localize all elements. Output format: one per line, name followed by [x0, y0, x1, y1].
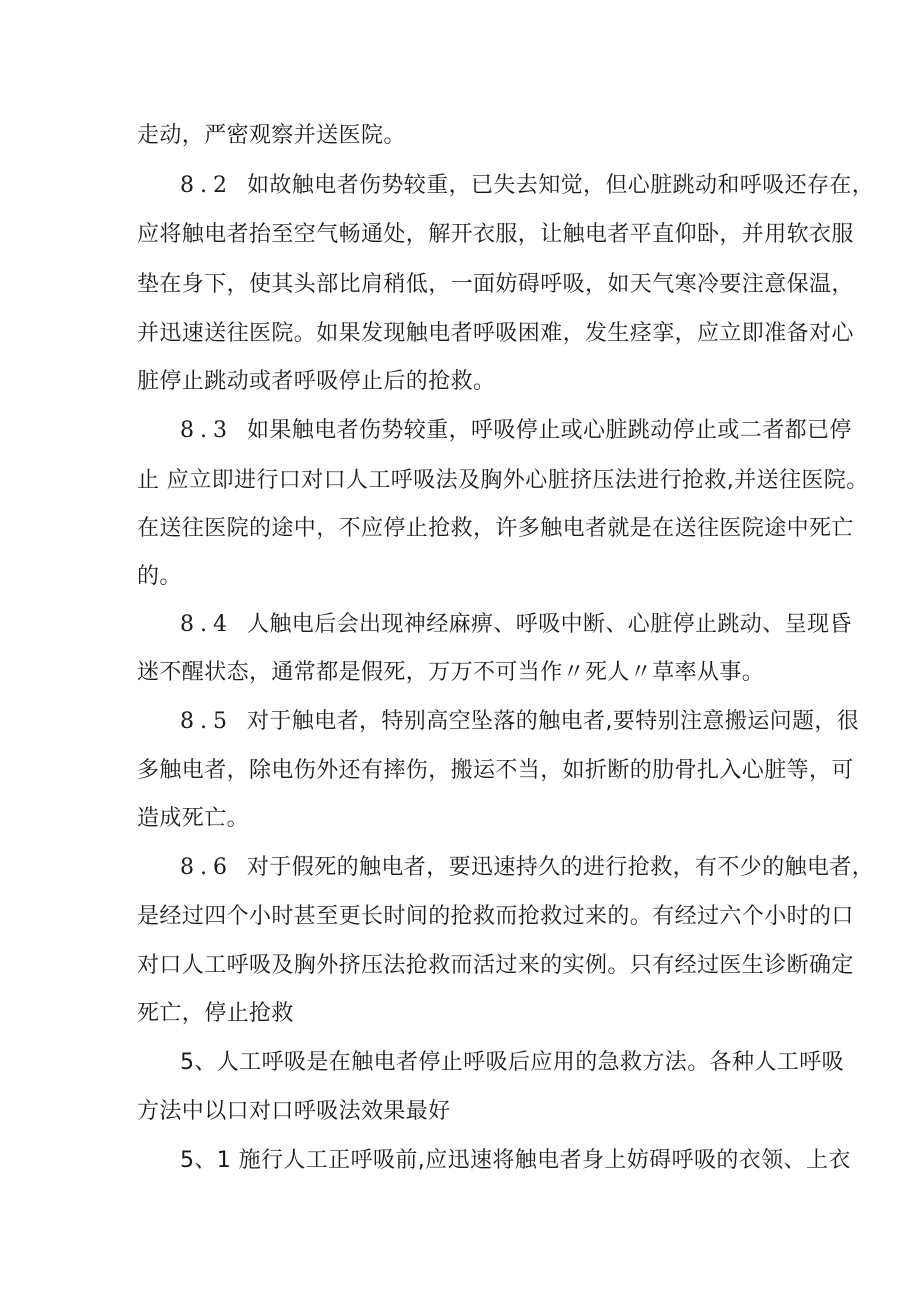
line-text: 迷不醒状态，通常都是假死，万万不可当作〃死人〃草率从事。 — [137, 660, 765, 685]
text-line — [137, 999, 294, 1029]
line-text: 在送往医院的途中，不应停止抢救，许多触电者就是在送往医院途中死亡 — [137, 516, 854, 541]
section-8-2-line — [180, 171, 874, 201]
text-line — [137, 756, 854, 786]
section-number: 8.3 — [180, 418, 233, 443]
line-text: 死亡，停止抢救 — [137, 1001, 294, 1026]
line-text: 对于假死的触电者，要迅速持久的进行抢救，有不少的触电者， — [247, 855, 875, 880]
text-line — [137, 220, 854, 250]
text-line — [137, 514, 854, 544]
line-text: 5、人工呼吸是在触电者停止呼吸后应用的急救方法。各种人工呼吸 — [180, 1050, 844, 1075]
text-line — [137, 121, 406, 151]
line-text: 方法中以口对口呼吸法效果最好 — [137, 1099, 451, 1124]
text-line — [137, 804, 249, 834]
line-text: 对于触电者，特别高空坠落的触电者,要特别注意搬运问题，很 — [247, 709, 860, 734]
line-text: 脏停止跳动或者呼吸停止后的抢救。 — [137, 369, 496, 394]
line-text: 如故触电者伤势较重，已失去知觉，但心脏跳动和呼吸还存在， — [247, 173, 875, 198]
line-text: 造成死亡。 — [137, 806, 250, 831]
text-line — [137, 1097, 451, 1127]
text-line — [137, 466, 869, 496]
line-text: 5、1 施行人工正呼吸前,应迅速将触电者身上妨碍呼吸的衣领、上衣 — [180, 1148, 851, 1173]
section-number: 8.2 — [180, 173, 233, 198]
line-text: 多触电者，除电伤外还有摔伤，搬运不当，如折断的肋骨扎入心脏等，可 — [137, 758, 854, 783]
text-line — [137, 270, 854, 300]
line-text: 如果触电者伤势较重，呼吸停止或心脏跳动停止或二者都已停 — [247, 418, 852, 443]
section-number: 8.4 — [180, 612, 233, 637]
text-line — [137, 562, 182, 592]
section-8-6-line — [180, 853, 874, 883]
line-text: 并迅速送往医院。如果发现触电者呼吸困难，发生痉挛，应立即准备对心 — [137, 321, 854, 346]
line-text: 走动，严密观察并送医院。 — [137, 123, 406, 148]
section-number: 8.6 — [180, 855, 233, 880]
line-text: 的。 — [137, 564, 182, 589]
section-number: 8.5 — [180, 709, 233, 734]
text-line — [137, 902, 854, 932]
text-line — [137, 367, 495, 397]
section-8-5-line — [180, 707, 859, 737]
section-5-1-line — [180, 1146, 851, 1176]
section-8-4-line — [180, 610, 852, 640]
line-text: 应将触电者抬至空气畅通处，解开衣服，让触电者平直仰卧，并用软衣服 — [137, 222, 854, 247]
section-8-3-line — [180, 416, 852, 446]
line-text: 人触电后会出现神经麻痹、呼吸中断、心脏停止跳动、呈现昏 — [247, 612, 852, 637]
text-line — [137, 319, 854, 349]
line-text: 垫在身下，使其头部比肩稍低，一面妨碍呼吸，如天气寒冷要注意保温， — [137, 272, 854, 297]
text-line — [137, 658, 764, 688]
line-text: 是经过四个小时甚至更长时间的抢救而抢救过来的。有经过六个小时的口 — [137, 904, 854, 929]
section-5-line — [180, 1048, 844, 1078]
text-line — [137, 951, 854, 981]
line-text: 止 应立即进行口对口人工呼吸法及胸外心脏挤压法进行抢救,并送往医院。 — [137, 468, 869, 493]
line-text: 对口人工呼吸及胸外挤压法抢救而活过来的实例。只有经过医生诊断确定 — [137, 953, 854, 978]
